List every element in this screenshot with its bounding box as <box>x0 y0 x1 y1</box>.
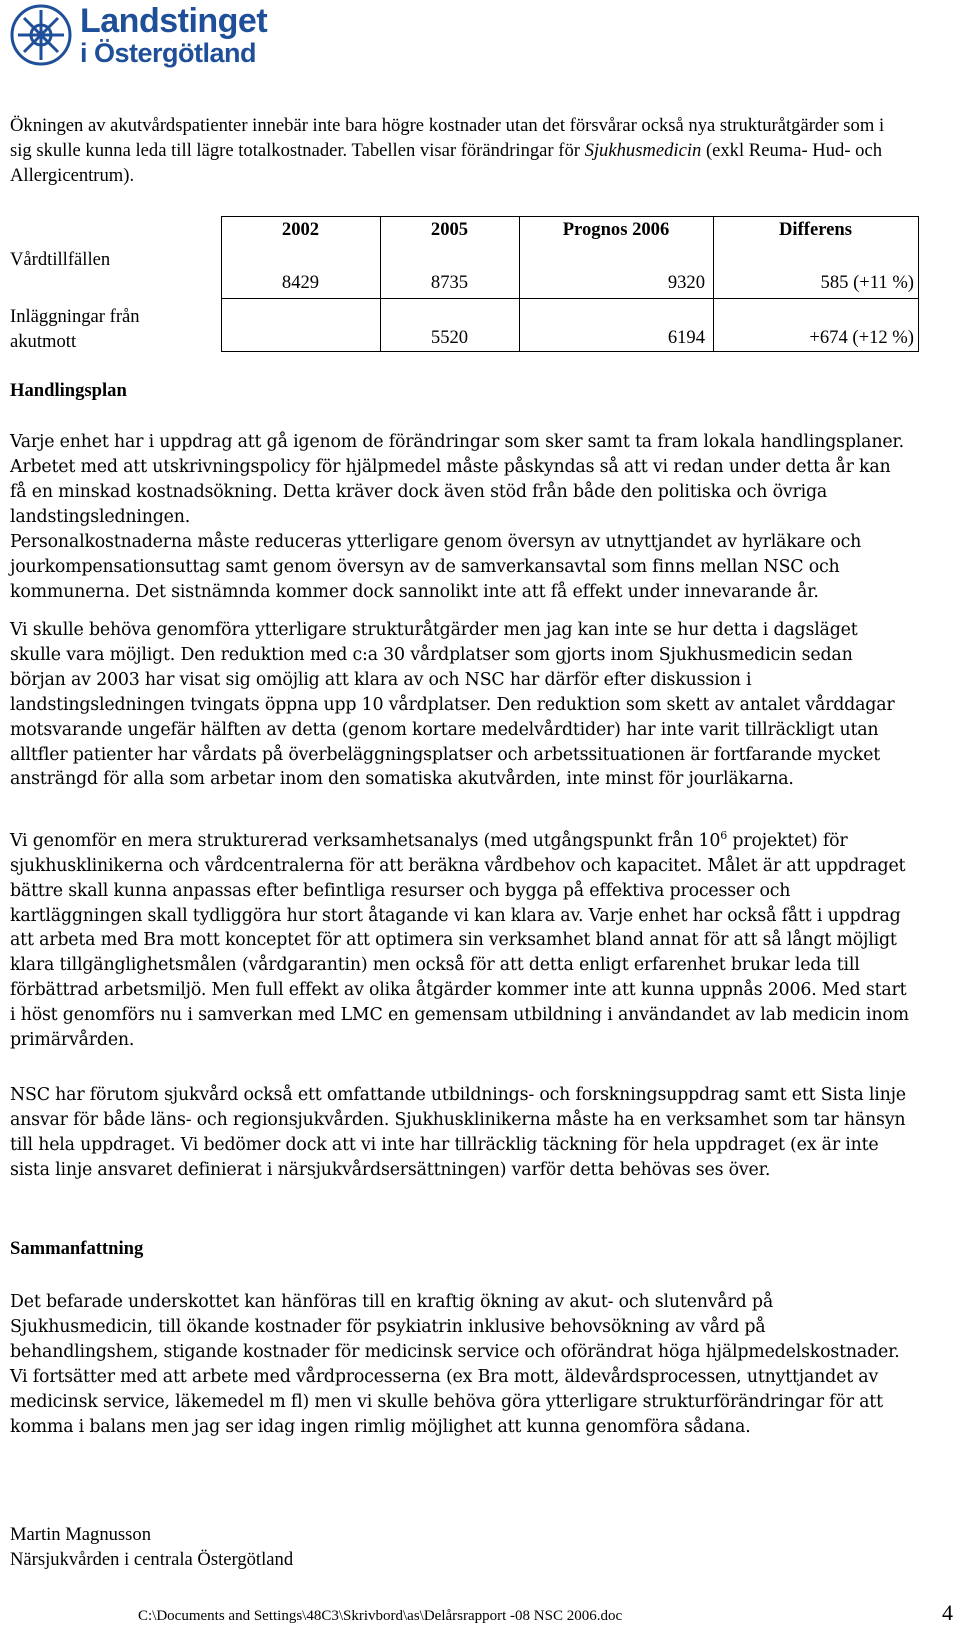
handlingsplan-paragraph-3 <box>10 618 910 792</box>
table-cell: 6194 <box>667 327 705 348</box>
handlingsplan-p4-b: projektet) för sjukhusklinikerna och vårdcentralerna för att beräkna vårdbehov och kapacitet. Målet är att uppdraget bättre skall kunna anpassas efter befintliga resurser och bygga på effektiva processer och kartläggningen skall tydliggöra hur stort åtagande vi kan klara av. Varje enhet har också fått i uppdrag att arbeta med Bra mott konceptet för att optimera sin verksamhet bland annat för att så långt möjligt klara tillgänglighetsmålen (vårdgarantin) men också för att detta enligt erfarenhet brukar leda till förbättrad arbetsmiljö. Men full effekt av olika åtgärder kommer inte att kunna uppnås 2006. Med start i höst genomförs nu i samverkan med LMC en gemensam utbildning i användandet av lab medicin inom primärvården. <box>10 830 909 1051</box>
table-border-col-e <box>918 216 919 352</box>
table-border-row1 <box>221 298 919 299</box>
handlingsplan-paragraph-4 <box>10 824 910 1053</box>
heading-sammanfattning: Sammanfattning <box>10 1238 144 1259</box>
summary-paragraph <box>10 1290 910 1439</box>
table-header-2005: 2005 <box>430 219 469 240</box>
logo-line-1: Landstinget <box>80 2 268 40</box>
row-label-line-1: Inläggningar från <box>10 306 140 327</box>
handlingsplan-p3: Vi skulle behöva genomföra ytterligare strukturåtgärder men jag kan inte se hur detta i dagsläget skulle vara möjligt. Den reduktion med c:a 30 vårdplatser som gjorts inom Sjukhusmedicin sedan början av 2003 har visat sig omöjlig att klara av och NSC har därför efter diskussion i landstingsledningen tvingats öppna upp 10 vårdplatser. Den reduktion som skett av antalet vårddagar motsvarande ungefär hälften av detta (genom kortare medelvårdtider) har inte varit tillräckligt utan alltfler patienter har vårdats på överbeläggningsplatser och arbetssituationen är fortfarande mycket ansträngd för alla som arbetar inom den somatiska akutvården, inte minst för jourläkarna. <box>10 620 895 790</box>
table-header-differens: Differens <box>779 219 852 240</box>
landstinget-emblem-icon <box>10 4 72 66</box>
table-cell: 8429 <box>281 272 320 293</box>
table-cell: 585 (+11 %) <box>820 272 914 293</box>
heading-handlingsplan: Handlingsplan <box>10 380 127 401</box>
logo-line-2: i Östergötland <box>80 38 257 68</box>
handlingsplan-paragraph-2 <box>10 530 910 605</box>
handlingsplan-paragraph-1 <box>10 430 910 530</box>
intro-paragraph <box>10 114 910 189</box>
table-cell: +674 (+12 %) <box>809 327 914 348</box>
handlingsplan-p2: Personalkostnaderna måste reduceras ytterligare genom översyn av utnyttjandet av hyrläkare och jourkompensationsuttag samt genom översyn av de samverkansavtal som finns mellan NSC och kommunerna. Det sistnämnda kommer dock sannolikt inte att få effekt under innevarande år. <box>10 532 862 602</box>
intro-text-italic: Sjukhusmedicin <box>584 139 702 161</box>
table-header-prognos: Prognos 2006 <box>562 219 670 240</box>
footer-file-path: C:\Documents and Settings\48C3\Skrivbord\as\Delårsrapport -08 NSC 2006.doc <box>138 1608 623 1624</box>
handlingsplan-p4-sup: 6 <box>720 829 728 842</box>
page-number: 4 <box>942 1600 953 1625</box>
intro-text-a: Ökningen av akutvårdspatienter innebär inte bara högre kostnader utan det försvårar också nya strukturåtgärder som i sig skulle kunna leda till lägre totalkostnader. Tabellen visar förändringar för <box>10 115 885 161</box>
handlingsplan-p4-a: Vi genomför en mera strukturerad verksamhetsanalys (med utgångspunkt från 10 <box>10 830 721 851</box>
handlingsplan-p5: NSC har förutom sjukvård också ett omfattande utbildnings- och forskningsuppdrag samt ett Sista linje ansvar för både läns- och regionsjukvården. Sjukhusklinikerna måste ha en verksamhet som tar hänsyn till hela uppdraget. Vi bedömer dock att vi inte har tillräcklig täckning för hela uppdraget (ex är inte sista linje ansvaret definierat i närsjukvårdsersättningen) varför detta behövas ses över. <box>10 1085 906 1180</box>
row-label-inlaggningar <box>10 304 140 354</box>
signature-block <box>10 1523 910 1573</box>
data-table <box>10 219 919 353</box>
signature-org: Närsjukvården i centrala Östergötland <box>10 1548 294 1570</box>
landstinget-logo <box>10 2 300 74</box>
table-cell: 5520 <box>430 327 469 348</box>
intro-text-b: (exkl Reuma- Hud- och Allergicentrum). <box>10 139 883 186</box>
handlingsplan-paragraph-5 <box>10 1083 910 1183</box>
table-header-2002: 2002 <box>281 219 320 240</box>
row-label-vardtillfallen: Vårdtillfällen <box>10 249 111 270</box>
row-label-line-2: akutmott <box>10 331 77 352</box>
table-border-bottom <box>221 351 919 352</box>
table-cell: 8735 <box>430 272 469 293</box>
table-border-top <box>221 216 919 217</box>
table-cell: 9320 <box>667 272 705 293</box>
summary-text: Det befarade underskottet kan hänföras till en kraftig ökning av akut- och slutenvård på Sjukhusmedicin, till ökande kostnader för psykiatrin inklusive behovsökning av vård på behandlingshem, stigande kostnader för medicinsk service och oförändrat höga hjälpmedelskostnader. Vi fortsätter med att arbete med vårdprocesserna (ex Bra mott, äldevårdsprocessen, utnyttjandet av medicinsk service, läkemedel m fl) men vi skulle behöva göra ytterligare strukturförändringar för att komma i balans men jag ser idag ingen rimlig möjlighet att kunna genomföra sådana. <box>10 1292 900 1437</box>
handlingsplan-p1: Varje enhet har i uppdrag att gå igenom de förändringar som sker samt ta fram lokala handlingsplaner. Arbetet med att utskrivningspolicy för hjälpmedel måste påskyndas så att vi redan under detta år kan få en minskad kostnadsökning. Detta kräver dock även stöd från både den politiska och övriga landstingsledningen. <box>10 432 904 527</box>
signature-name: Martin Magnusson <box>10 1524 151 1545</box>
